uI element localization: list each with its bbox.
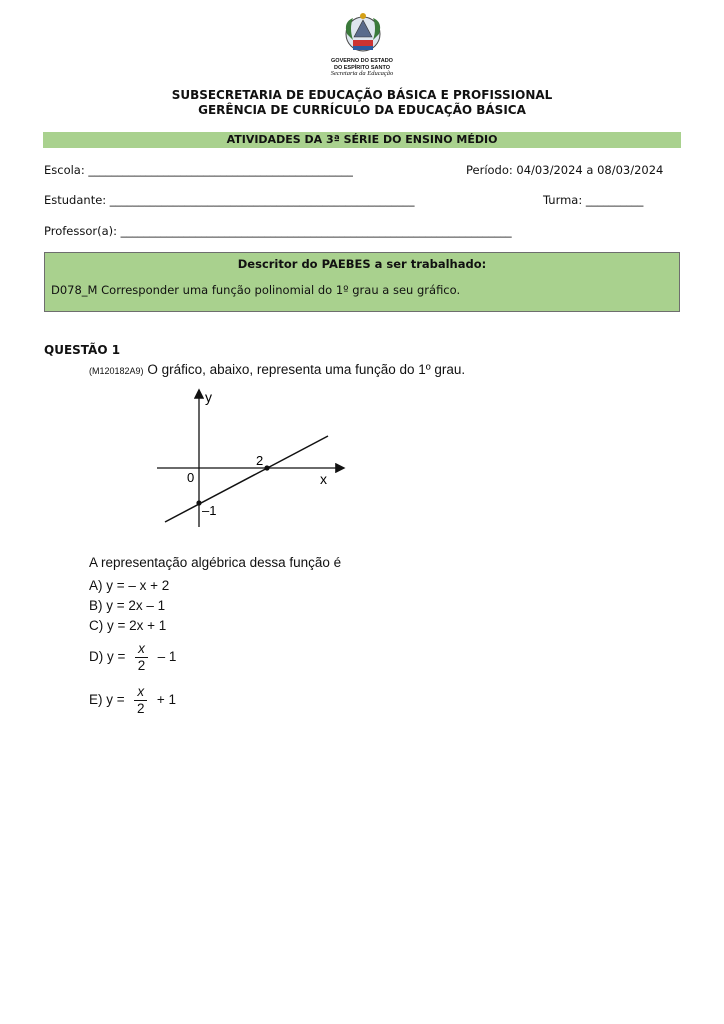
y-axis-label: y [205, 389, 212, 405]
function-graph [145, 385, 350, 535]
periodo-label: Período: 04/03/2024 a 08/03/2024 [466, 163, 664, 177]
option-d-denominator: 2 [137, 658, 146, 673]
option-d-suffix: – 1 [157, 649, 177, 665]
option-d-fraction [135, 641, 148, 674]
question-code: (M120182A9) [89, 366, 144, 376]
y-intercept-point [196, 500, 201, 505]
government-caption [312, 58, 412, 78]
origin-label: 0 [187, 470, 195, 485]
turma-field[interactable]: Turma: __________ [543, 193, 644, 207]
option-b[interactable]: B) y = 2x – 1 [89, 598, 166, 613]
option-d[interactable] [89, 641, 176, 674]
question-text: O gráfico, abaixo, representa uma função do 1º grau. [147, 362, 466, 377]
option-d-numerator: x [135, 641, 148, 658]
x-axis-label: x [320, 471, 327, 487]
escola-field[interactable]: Escola: ______________________________________________ [44, 163, 353, 177]
descriptor-box [44, 252, 680, 312]
option-d-prefix: D) y = [89, 649, 126, 665]
activity-band: ATIVIDADES DA 3ª SÉRIE DO ENSINO MÉDIO [43, 132, 681, 148]
option-e-numerator: x [134, 684, 147, 701]
option-e-fraction [134, 684, 147, 717]
y-point-label: –1 [202, 503, 217, 518]
option-e[interactable] [89, 684, 176, 717]
professor-field[interactable]: Professor(a): ____________________________________________________________________ [44, 224, 512, 238]
x-intercept-point [264, 465, 269, 470]
gov-line-2: DO ESPÍRITO SANTO [333, 64, 391, 71]
question-stem [89, 362, 465, 377]
option-c[interactable]: C) y = 2x + 1 [89, 618, 167, 633]
gov-line-1: GOVERNO DO ESTADO [331, 58, 393, 64]
x-point-label: 2 [256, 453, 264, 468]
question-label: QUESTÃO 1 [44, 343, 121, 357]
option-e-suffix: + 1 [156, 692, 177, 708]
descriptor-text: D078_M Corresponder uma função polinomial do 1º grau a seu gráfico. [51, 283, 461, 297]
option-e-prefix: E) y = [89, 692, 125, 708]
option-a[interactable]: A) y = – x + 2 [89, 578, 170, 593]
option-e-denominator: 2 [137, 701, 145, 716]
gov-line-3: Secretaria da Educação [330, 70, 394, 77]
question-prompt: A representação algébrica dessa função é [89, 555, 342, 570]
descriptor-title: Descritor do PAEBES a ser trabalhado: [237, 257, 487, 271]
state-emblem-logo [339, 10, 387, 58]
estudante-field[interactable]: Estudante: _____________________________________________________ [44, 193, 415, 207]
header-title-2: GERÊNCIA DE CURRÍCULO DA EDUCAÇÃO BÁSICA [198, 103, 526, 117]
header-title-1: SUBSECRETARIA DE EDUCAÇÃO BÁSICA E PROFISSIONAL [171, 88, 553, 102]
